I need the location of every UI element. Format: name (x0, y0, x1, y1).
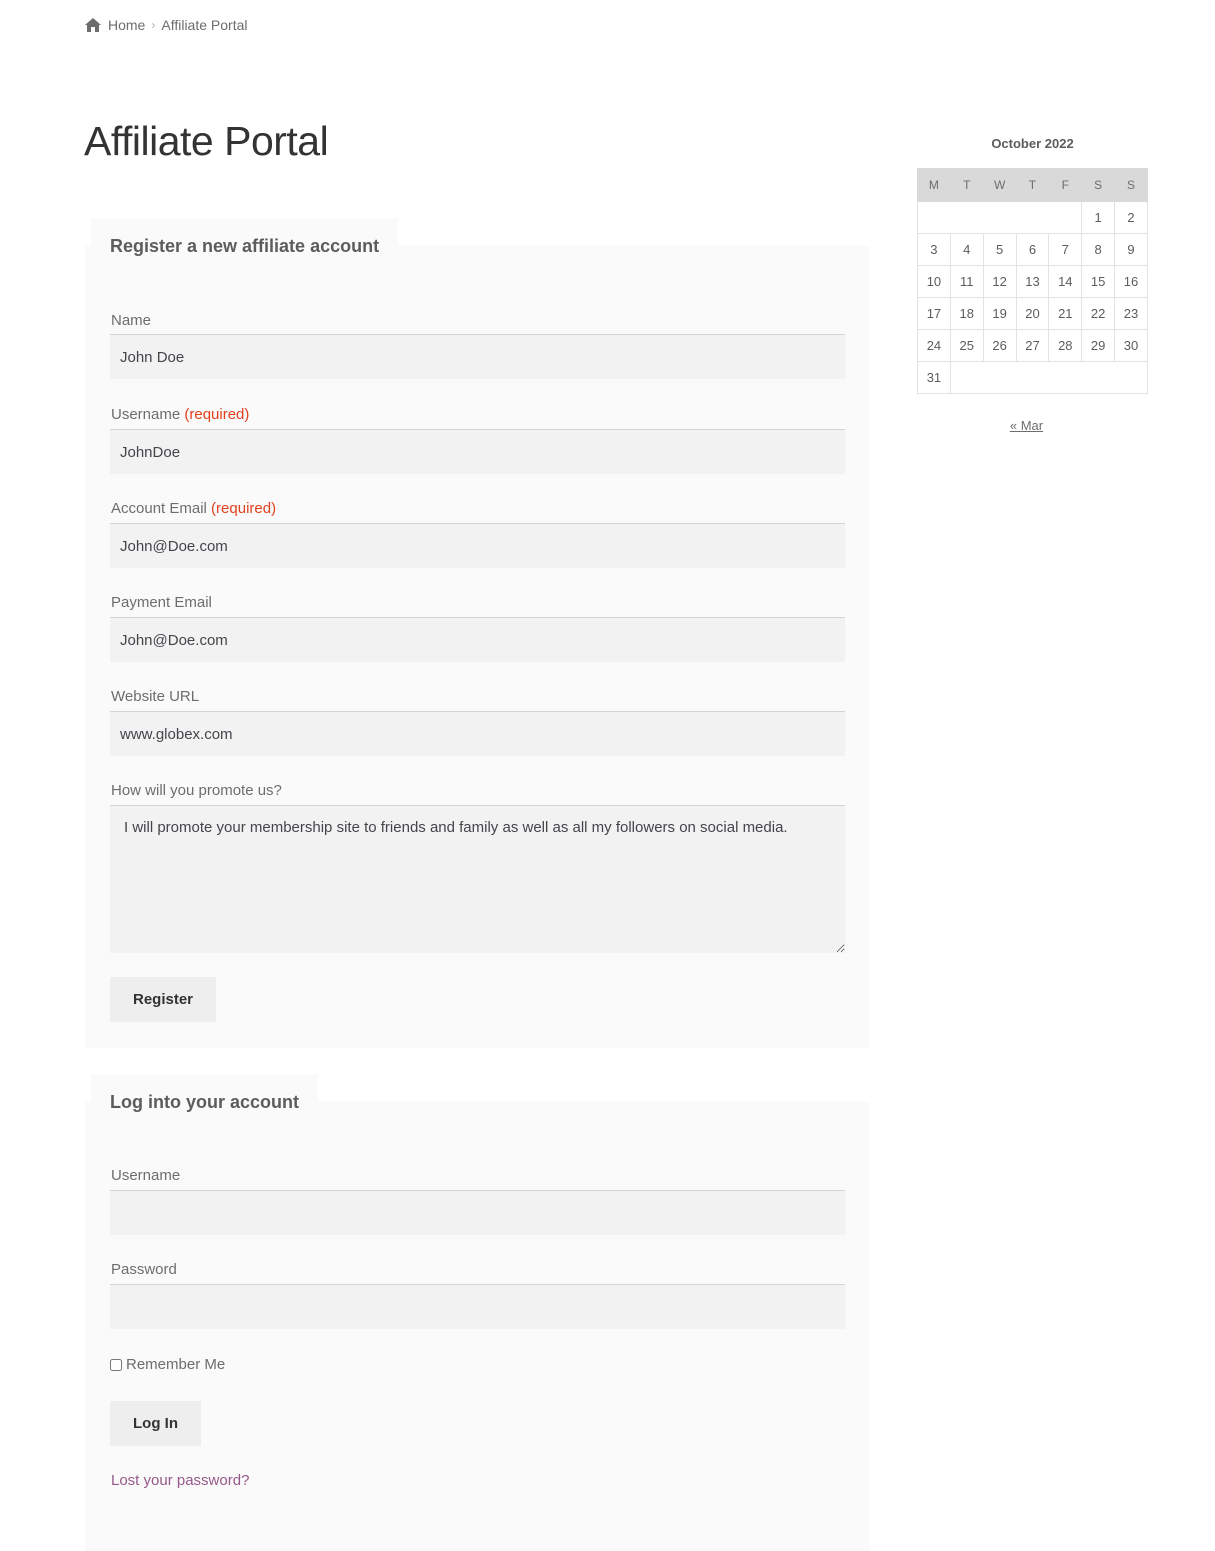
page-title: Affiliate Portal (84, 118, 329, 164)
calendar-widget (917, 136, 1148, 433)
calendar-day-cell: 27 (1016, 330, 1049, 362)
calendar-week-row (918, 362, 1148, 394)
promote-label: How will you promote us? (111, 782, 282, 799)
calendar-day-cell: 6 (1016, 234, 1049, 266)
calendar-day-cell: 22 (1082, 298, 1115, 330)
weekday-sun: S (1115, 169, 1148, 202)
calendar-day-cell: 5 (983, 234, 1016, 266)
calendar-day-cell: 19 (983, 298, 1016, 330)
calendar-day-cell: 18 (950, 298, 983, 330)
account-email-label (111, 500, 276, 517)
calendar-empty-cell (918, 202, 1082, 234)
calendar-day-cell: 7 (1049, 234, 1082, 266)
name-label: Name (111, 312, 152, 329)
calendar-day-cell: 9 (1115, 234, 1148, 266)
weekday-wed: W (983, 169, 1016, 202)
remember-me-label: Remember Me (126, 1356, 226, 1373)
calendar-day-cell: 20 (1016, 298, 1049, 330)
calendar-prev-link[interactable]: « Mar (1009, 418, 1044, 433)
calendar-day-cell: 26 (983, 330, 1016, 362)
weekday-mon: M (918, 169, 951, 202)
calendar-day-cell: 4 (950, 234, 983, 266)
promote-textarea[interactable] (110, 805, 845, 953)
login-username-input[interactable] (110, 1190, 845, 1235)
calendar-day-cell: 1 (1082, 202, 1115, 234)
calendar-day-cell: 31 (918, 362, 951, 394)
calendar-day-cell: 14 (1049, 266, 1082, 298)
register-button[interactable]: Register (110, 977, 216, 1022)
chevron-right-icon: › (151, 18, 156, 32)
account-email-input[interactable] (110, 523, 845, 568)
calendar-day-cell: 2 (1115, 202, 1148, 234)
calendar-week-row (918, 298, 1148, 330)
calendar-day-cell: 10 (918, 266, 951, 298)
calendar-day-cell: 29 (1082, 330, 1115, 362)
calendar-weekday-row (918, 169, 1148, 202)
calendar-day-cell: 30 (1115, 330, 1148, 362)
name-input[interactable] (110, 334, 845, 379)
calendar-day-cell: 11 (950, 266, 983, 298)
login-password-input[interactable] (110, 1284, 845, 1329)
payment-email-label: Payment Email (111, 594, 212, 611)
calendar-nav (917, 418, 1148, 433)
breadcrumb (85, 17, 247, 33)
breadcrumb-current: Affiliate Portal (161, 17, 248, 33)
username-label-text: Username (111, 406, 181, 423)
calendar-day-cell: 25 (950, 330, 983, 362)
remember-me[interactable] (110, 1356, 225, 1373)
calendar-day-cell: 15 (1082, 266, 1115, 298)
required-marker: (required) (184, 406, 250, 423)
calendar-week-row (918, 234, 1148, 266)
remember-me-checkbox[interactable] (110, 1359, 122, 1371)
calendar-day-cell: 24 (918, 330, 951, 362)
register-heading: Register a new affiliate account (110, 235, 380, 256)
website-url-label: Website URL (111, 688, 200, 705)
register-tab (91, 218, 398, 256)
calendar-day-cell: 13 (1016, 266, 1049, 298)
calendar-week-row (918, 202, 1148, 234)
calendar-table (917, 168, 1148, 394)
weekday-fri: F (1049, 169, 1082, 202)
calendar-empty-cell (950, 362, 1147, 394)
calendar-day-cell: 17 (918, 298, 951, 330)
username-input[interactable] (110, 429, 845, 474)
calendar-day-cell: 21 (1049, 298, 1082, 330)
lost-password-link[interactable]: Lost your password? (111, 1472, 250, 1489)
website-url-input[interactable] (110, 711, 845, 756)
calendar-day-cell: 16 (1115, 266, 1148, 298)
calendar-day-cell: 12 (983, 266, 1016, 298)
login-tab (91, 1074, 318, 1112)
calendar-week-row (918, 330, 1148, 362)
calendar-body (918, 202, 1148, 394)
calendar-day-cell: 8 (1082, 234, 1115, 266)
calendar-day-cell: 3 (918, 234, 951, 266)
payment-email-input[interactable] (110, 617, 845, 662)
weekday-thu: T (1016, 169, 1049, 202)
breadcrumb-home-link[interactable]: Home (108, 17, 146, 33)
calendar-week-row (918, 266, 1148, 298)
login-username-label: Username (111, 1167, 181, 1184)
weekday-tue: T (950, 169, 983, 202)
required-marker: (required) (211, 500, 277, 517)
weekday-sat: S (1082, 169, 1115, 202)
login-heading: Log into your account (110, 1091, 299, 1112)
account-email-label-text: Account Email (111, 500, 207, 517)
login-button[interactable]: Log In (110, 1401, 201, 1446)
home-icon (85, 18, 101, 32)
login-password-label: Password (111, 1261, 177, 1278)
calendar-day-cell: 23 (1115, 298, 1148, 330)
calendar-day-cell: 28 (1049, 330, 1082, 362)
username-label (111, 406, 249, 423)
calendar-caption: October 2022 (991, 136, 1074, 151)
